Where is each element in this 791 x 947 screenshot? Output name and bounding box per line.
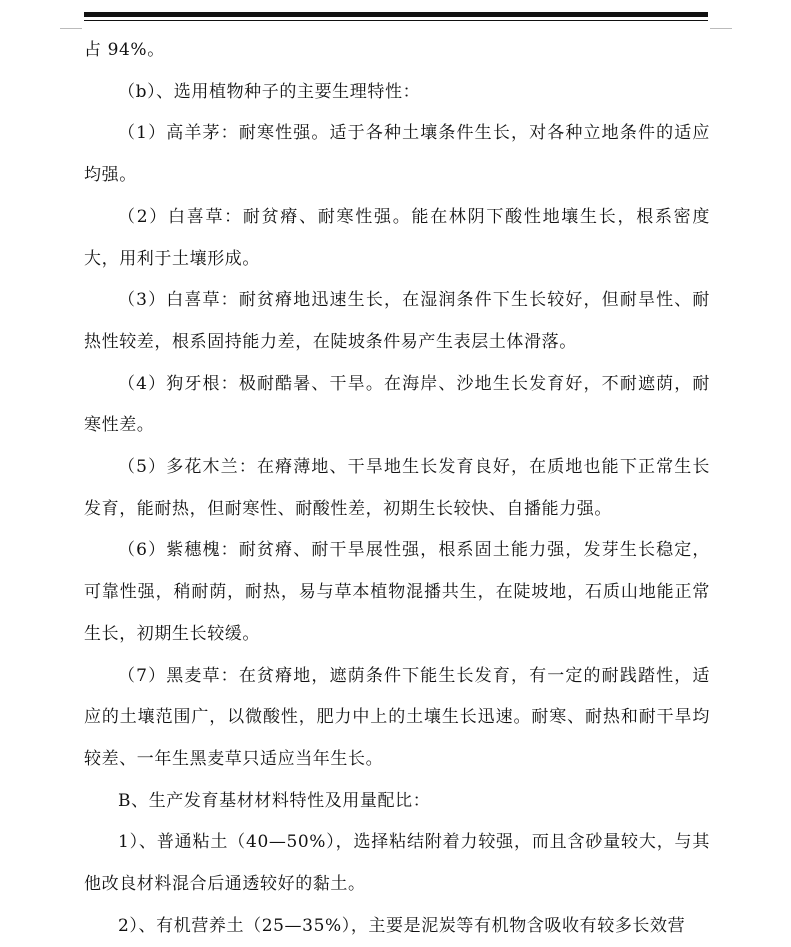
paragraph: 占 94%。 bbox=[84, 40, 165, 60]
paragraph: （6）紫穗槐：耐贫瘠、耐干旱展性强，根系固土能力强，发芽生长稳定，可靠性强，稍耐荫，耐热，易与草本植物混播共生，在陡坡地，石质山地能正常生长，初期生长较缓。 bbox=[84, 540, 710, 644]
paragraph: 2）、有机营养土（25—35%），主要是泥炭等有机物含吸收有较多长效营 bbox=[118, 915, 686, 936]
paragraph: B、生产发育基材材料特性及用量配比： bbox=[118, 790, 431, 811]
paragraph: （2）白喜草：耐贫瘠、耐寒性强。能在林阴下酸性地壤生长，根系密度大，用利于土壤形成。 bbox=[84, 206, 710, 269]
header-rule-thin bbox=[84, 20, 708, 21]
paragraph: （3）白喜草：耐贫瘠地迅速生长，在湿润条件下生长较好，但耐旱性、耐热性较差，根系固持能力差，在陡坡条件易产生表层土体滑落。 bbox=[84, 290, 710, 352]
paragraph: （5）多花木兰：在瘠薄地、干旱地生长发育良好，在质地也能下正常生长发育，能耐热，但耐寒性、耐酸性差，初期生长较快、自播能力强。 bbox=[84, 457, 710, 519]
document-body bbox=[84, 30, 710, 947]
margin-corner-mark-right bbox=[710, 28, 732, 29]
margin-corner-mark-left bbox=[60, 28, 82, 29]
paragraph: （4）狗牙根：极耐酷暑、干旱。在海岸、沙地生长发育好，不耐遮荫，耐寒性差。 bbox=[84, 373, 710, 436]
paragraph: （b）、选用植物种子的主要生理特性： bbox=[118, 81, 421, 102]
paragraph: （1）高羊茅：耐寒性强。适于各种土壤条件生长，对各种立地条件的适应均强。 bbox=[84, 123, 710, 186]
paragraph: （7）黑麦草：在贫瘠地，遮荫条件下能生长发育，有一定的耐践踏性，适应的土壤范围广，以微酸性，肥力中上的土壤生长迅速。耐寒、耐热和耐干旱均较差、一年生黑麦草只适应当年生长。 bbox=[84, 665, 710, 769]
paragraph: 1）、普通粘土（40—50%），选择粘结附着力较强，而且含砂量较大，与其他改良材料混合后通透较好的黏土。 bbox=[84, 832, 710, 895]
header-rule-thick bbox=[84, 12, 708, 17]
